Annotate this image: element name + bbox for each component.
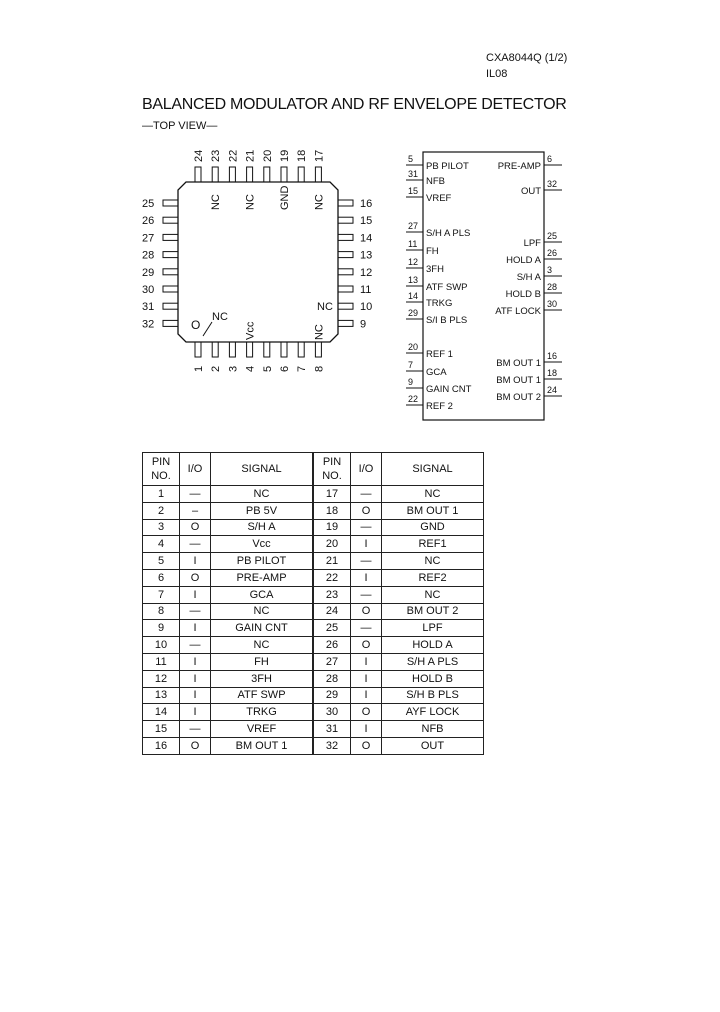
pin-no-cell: 25 — [313, 620, 351, 637]
pin-label: S/I B PLS — [426, 315, 468, 326]
header-pin-no: PIN NO. — [143, 453, 180, 486]
signal-cell: S/H B PLS — [382, 687, 484, 704]
pin-number: 26 — [142, 215, 155, 228]
pin-number: 24 — [193, 149, 205, 162]
pin-label: BM OUT 1 — [496, 375, 541, 386]
signal-cell: NC — [382, 486, 484, 503]
pin-no-cell: 12 — [143, 670, 180, 687]
view-caption: —TOP VIEW— — [142, 120, 218, 132]
signal-cell: FH — [211, 653, 314, 670]
pin-label: HOLD B — [505, 289, 541, 300]
pin-no-cell: 14 — [143, 704, 180, 721]
nc-marker: NC — [212, 311, 228, 323]
signal-cell: LPF — [382, 620, 484, 637]
io-cell: O — [180, 737, 211, 754]
io-cell: — — [180, 536, 211, 553]
table-row — [143, 687, 484, 704]
signal-cell: NC — [382, 553, 484, 570]
table-header-row — [143, 453, 484, 486]
pin-label: 3FH — [426, 264, 444, 275]
pin-number: 22 — [408, 394, 419, 404]
pin-number: 5 — [408, 154, 414, 164]
pin-number: 19 — [279, 149, 291, 162]
pin-label: FH — [426, 246, 439, 257]
pin-number: 25 — [547, 231, 558, 241]
signal-cell: GAIN CNT — [211, 620, 314, 637]
pin-number: 5 — [261, 365, 274, 372]
pin-no-cell: 21 — [313, 553, 351, 570]
pin-no-cell: 29 — [313, 687, 351, 704]
pin-no-cell: 28 — [313, 670, 351, 687]
pin-label: GAIN CNT — [426, 384, 472, 395]
pin-number: 32 — [547, 179, 558, 189]
pin-number: 4 — [244, 365, 257, 372]
pin-number: 11 — [360, 284, 372, 296]
io-cell: I — [180, 553, 211, 570]
pin-no-cell: 32 — [313, 737, 351, 754]
signal-cell: HOLD A — [382, 637, 484, 654]
pin-no-cell: 20 — [313, 536, 351, 553]
pin-label: LPF — [523, 238, 541, 249]
pin-number: 30 — [142, 284, 155, 296]
pin-label: S/H A PLS — [426, 228, 471, 239]
pin-no-cell: 3 — [143, 519, 180, 536]
table-row — [143, 586, 484, 603]
pin-number: 13 — [408, 275, 419, 285]
io-cell: I — [351, 536, 382, 553]
io-cell: — — [351, 620, 382, 637]
io-cell: O — [351, 603, 382, 620]
signal-cell: GCA — [211, 586, 314, 603]
table-row — [143, 670, 484, 687]
pin-number: 25 — [142, 198, 155, 210]
pin-label: ATF LOCK — [495, 306, 541, 317]
signal-cell: S/H A — [211, 519, 314, 536]
signal-cell: PRE-AMP — [211, 569, 314, 586]
signal-cell: NC — [211, 637, 314, 654]
pin-label: NC — [210, 194, 223, 210]
io-cell: I — [351, 569, 382, 586]
pin-no-cell: 15 — [143, 721, 180, 738]
pin-no-cell: 31 — [313, 721, 351, 738]
index-mark: O — [191, 318, 201, 332]
pin-number: 28 — [547, 282, 558, 292]
signal-cell: VREF — [211, 721, 314, 738]
pin-no-cell: 9 — [143, 620, 180, 637]
pin-no-cell: 30 — [313, 704, 351, 721]
io-cell: I — [180, 586, 211, 603]
pin-no-cell: 7 — [143, 586, 180, 603]
signal-cell: GND — [382, 519, 484, 536]
pin-number: 27 — [408, 221, 419, 231]
table-row — [143, 620, 484, 637]
pin-number: 8 — [313, 365, 326, 372]
pin-label: PRE-AMP — [497, 161, 541, 172]
signal-cell: BM OUT 2 — [382, 603, 484, 620]
table-row — [143, 569, 484, 586]
io-cell: I — [180, 687, 211, 704]
pin-no-cell: 22 — [313, 569, 351, 586]
pin-no-cell: 23 — [313, 586, 351, 603]
pin-no-cell: 1 — [143, 486, 180, 503]
io-cell: I — [180, 620, 211, 637]
io-cell: I — [180, 670, 211, 687]
io-cell: I — [351, 687, 382, 704]
pin-number: 23 — [210, 149, 223, 162]
table-row — [143, 737, 484, 754]
pin-number: 6 — [279, 365, 291, 372]
pin-no-cell: 8 — [143, 603, 180, 620]
part-number: CXA8044Q (1/2) — [486, 52, 568, 64]
table-row — [143, 704, 484, 721]
pin-number: 12 — [360, 266, 373, 279]
pin-no-cell: 26 — [313, 637, 351, 654]
signal-cell: BM OUT 1 — [211, 737, 314, 754]
pin-label: NC — [313, 324, 326, 340]
table-row — [143, 486, 484, 503]
io-cell: O — [351, 737, 382, 754]
pin-label: OUT — [520, 186, 541, 197]
pin-number: 3 — [227, 365, 240, 372]
io-cell: – — [180, 502, 211, 519]
pin-number: 17 — [313, 149, 326, 162]
header-signal: SIGNAL — [211, 453, 314, 486]
io-cell: I — [351, 670, 382, 687]
header-io: I/O — [180, 453, 211, 486]
io-cell: O — [351, 502, 382, 519]
io-cell: — — [351, 553, 382, 570]
io-cell: — — [180, 637, 211, 654]
io-cell: O — [180, 569, 211, 586]
pin-number: 26 — [547, 248, 558, 258]
pin-number: 14 — [360, 232, 373, 245]
signal-cell: 3FH — [211, 670, 314, 687]
pin-number: 32 — [142, 318, 155, 331]
signal-cell: NC — [382, 586, 484, 603]
pin-number: 16 — [360, 198, 373, 210]
signal-cell: S/H A PLS — [382, 653, 484, 670]
pin-number: 12 — [408, 257, 419, 267]
pin-table — [142, 452, 484, 755]
pin-number: 9 — [408, 377, 414, 387]
pin-no-cell: 17 — [313, 486, 351, 503]
pin-number: 29 — [408, 308, 419, 318]
signal-cell: NFB — [382, 721, 484, 738]
signal-cell: BM OUT 1 — [382, 502, 484, 519]
signal-cell: NC — [211, 603, 314, 620]
signal-cell: ATF SWP — [211, 687, 314, 704]
pin-no-cell: 2 — [143, 502, 180, 519]
io-cell: — — [180, 721, 211, 738]
pin-label: BM OUT 1 — [496, 358, 541, 369]
pin-label: HOLD A — [506, 255, 541, 266]
pin-number: 22 — [227, 149, 240, 162]
pin-number: 30 — [547, 299, 558, 309]
signal-cell: Vcc — [211, 536, 314, 553]
pin-label: PB PILOT — [426, 161, 469, 172]
pin-number: 11 — [408, 239, 418, 249]
io-cell: — — [180, 486, 211, 503]
signal-cell: OUT — [382, 737, 484, 754]
pin-no-cell: 6 — [143, 569, 180, 586]
page-title: BALANCED MODULATOR AND RF ENVELOPE DETECTOR — [142, 96, 567, 113]
pin-label: ATF SWP — [426, 282, 468, 293]
io-cell: I — [180, 653, 211, 670]
header-pin-no: PIN NO. — [313, 453, 351, 486]
pin-number: 21 — [244, 149, 257, 162]
pin-number: 15 — [408, 186, 419, 196]
table-row — [143, 553, 484, 570]
pin-no-cell: 10 — [143, 637, 180, 654]
pin-no-cell: 18 — [313, 502, 351, 519]
pin-number: 14 — [408, 291, 419, 301]
table-row — [143, 536, 484, 553]
pin-number: 2 — [210, 365, 223, 372]
pin-number: 24 — [547, 385, 558, 395]
pin-label: REF 2 — [426, 401, 453, 412]
io-cell: O — [180, 519, 211, 536]
signal-cell: PB PILOT — [211, 553, 314, 570]
pin-label: Vcc — [244, 321, 257, 340]
pin-no-cell: 13 — [143, 687, 180, 704]
io-cell: I — [351, 653, 382, 670]
pin-number: 7 — [408, 360, 414, 370]
pin-number: 15 — [360, 215, 373, 228]
table-row — [143, 653, 484, 670]
signal-cell: NC — [211, 486, 314, 503]
io-cell: — — [351, 586, 382, 603]
io-cell: I — [351, 721, 382, 738]
pin-label: GND — [279, 185, 291, 210]
pin-number: 20 — [261, 149, 274, 162]
pin-no-cell: 27 — [313, 653, 351, 670]
pin-label: S/H A — [516, 272, 541, 283]
pin-no-cell: 24 — [313, 603, 351, 620]
signal-cell: PB 5V — [211, 502, 314, 519]
pin-number: 9 — [360, 318, 367, 331]
pin-no-cell: 19 — [313, 519, 351, 536]
pin-number: 10 — [360, 301, 373, 314]
pin-no-cell: 4 — [143, 536, 180, 553]
signal-cell: AYF LOCK — [382, 704, 484, 721]
table-row — [143, 519, 484, 536]
pin-no-cell: 11 — [143, 653, 180, 670]
pin-number: 31 — [408, 169, 419, 179]
pin-number: 16 — [547, 351, 558, 361]
pin-label: NC — [244, 194, 257, 210]
io-cell: O — [351, 637, 382, 654]
pin-number: 1 — [193, 365, 205, 372]
io-cell: I — [180, 704, 211, 721]
table-row — [143, 721, 484, 738]
block-diagram — [0, 0, 720, 440]
pin-number: 29 — [142, 266, 155, 279]
pin-number: 20 — [408, 342, 419, 352]
header-signal: SIGNAL — [382, 453, 484, 486]
signal-cell: HOLD B — [382, 670, 484, 687]
pin-number: 6 — [547, 154, 553, 164]
pin-number: 13 — [360, 249, 373, 262]
pin-no-cell: 5 — [143, 553, 180, 570]
pin-number: 27 — [142, 232, 155, 245]
pin-label: REF 1 — [426, 349, 453, 360]
pin-label: VREF — [426, 193, 452, 204]
pin-number: 31 — [142, 301, 155, 314]
table-row — [143, 603, 484, 620]
header-io: I/O — [351, 453, 382, 486]
pin-label: GCA — [426, 367, 447, 378]
pin-label: BM OUT 2 — [496, 392, 541, 403]
signal-cell: REF2 — [382, 569, 484, 586]
pin-label: NFB — [426, 176, 445, 187]
io-cell: — — [351, 519, 382, 536]
pin-number: 18 — [296, 149, 309, 162]
pin-number: 28 — [142, 249, 155, 262]
pin-number: 18 — [547, 368, 558, 378]
io-cell: — — [351, 486, 382, 503]
pin-no-cell: 16 — [143, 737, 180, 754]
pin-number: 7 — [296, 365, 309, 372]
io-cell: — — [180, 603, 211, 620]
pin-label: NC — [313, 194, 326, 210]
pin-number: 3 — [547, 265, 553, 275]
table-row — [143, 502, 484, 519]
table-row — [143, 637, 484, 654]
pin-label: NC — [317, 301, 333, 314]
doc-code: IL08 — [486, 68, 508, 80]
signal-cell: TRKG — [211, 704, 314, 721]
signal-cell: REF1 — [382, 536, 484, 553]
io-cell: O — [351, 704, 382, 721]
pin-label: TRKG — [426, 298, 453, 309]
